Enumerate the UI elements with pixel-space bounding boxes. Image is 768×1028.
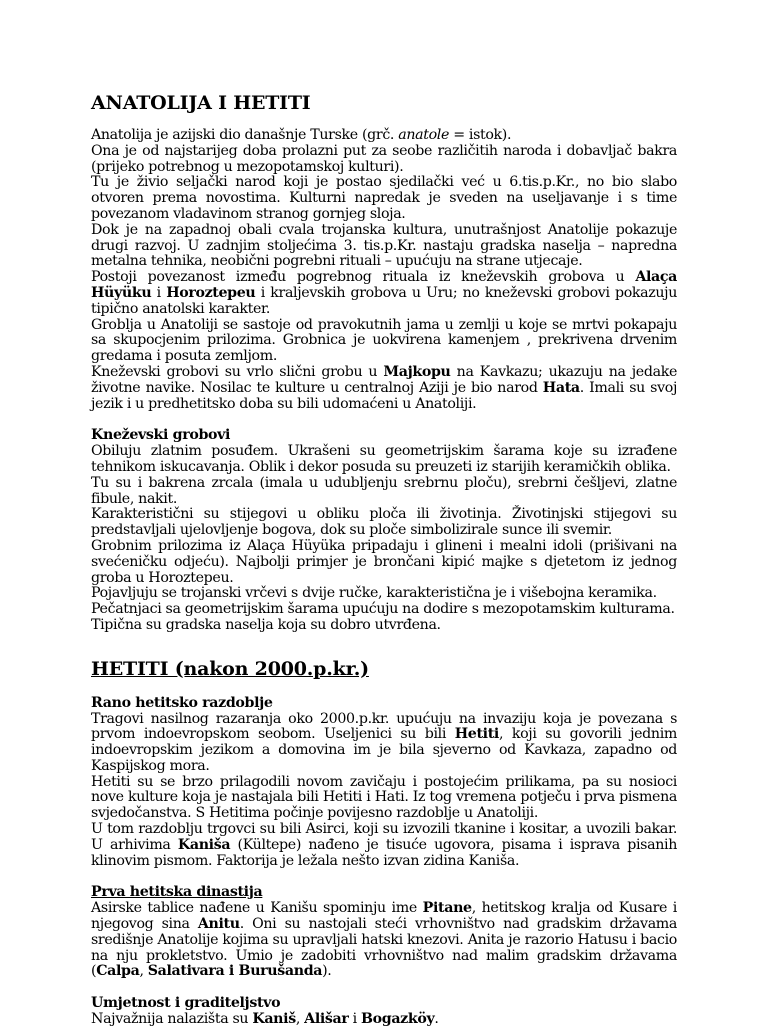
section-heading-umjetnost: Umjetnost i graditeljstvo [91, 995, 281, 1012]
section-title-hetiti: HETITI (nakon 2000.p.kr.) [91, 657, 369, 680]
text: (Kültepe) nađeno je tisuće ugovora, pisama i isprava pisanih klinovim pismom. Faktorija je ležala nešto izvan zidina Kaniša. [91, 836, 677, 869]
bold-term: Salativara i Burušanda [147, 963, 323, 980]
bold-term: Pitane [422, 900, 472, 917]
text: Anatolija je azijski dio današnje Turske (grč. [91, 127, 399, 143]
knezevski-paragraph-3: Karakteristični su stijegovi u obliku ploča ili životinja. Životinjski stijegovi su predstavljali ujelovljenje bogova, dok su ploče simbolizirale sunce ili svemir. [91, 506, 677, 539]
bold-term: Kaniša [177, 836, 231, 853]
text: Tragovi nasilnog razaranja oko 2000.p.kr. upućuju na invaziju koja je povezana s prvom indoevropskom seobom. Useljenici su bili [91, 710, 677, 743]
knezevski-paragraph-7: Tipična su gradska naselja koja su dobro utvrđena. [91, 616, 441, 633]
intro-paragraph-2: Ona je od najstarijeg doba prolazni put za seobe različitih naroda i dobavljač bakra (prijeko potrebnog u mezopotamskoj kulturi). [91, 142, 677, 175]
text: . Oni su nastojali steći vrhovništvo nad gradskim državama središnje Anatolije kojima su upravljali hatski knezovi. Anita je razorio Hatusu i bacio na nju prokletstvo. Umio je zadobiti vrhovništvo nad malim gradskim državama ( [91, 916, 678, 980]
text: , [139, 963, 148, 980]
intro-paragraph-4: Dok je na zapadnoj obali cvala trojanska kultura, unutrašnjost Anatolije pokazuje drugi razvoj. U zadnjim stoljećima 3. tis.p.Kr. nastaju gradska naselja – napredna metalna tehnika, neobični pogrebni rituali – upućuju na strane utjecaje. [91, 221, 677, 270]
text: U tom razdoblju trgovci su bili Asirci, koji su izvozili tkanine i kositar, a uvozili bakar. U arhivima [91, 821, 677, 853]
bold-term: Majkopu [383, 363, 451, 380]
intro-paragraph-7 [91, 365, 677, 412]
text: = istok). [449, 127, 512, 143]
text: i [151, 284, 167, 301]
knezevski-paragraph-6: Pečatnjaci sa geometrijskim šarama upućuju na dodire s mezopotamskim kulturama. [91, 601, 675, 618]
bold-term: Ališar [304, 1011, 349, 1028]
intro-paragraph-6: Groblja u Anatoliji se sastoje od pravokutnih jama u zemlji u koje se mrtvi pokapaju sa skupocjenim prilozima. Grobnica je uokvirena kamenjem , prekrivena drvenim gredama i posuta zemljom. [91, 316, 677, 365]
rano-paragraph-1 [91, 712, 677, 775]
text: i kraljevskih grobova u Uru; no kneževski grobovi pokazuju tipično anatolski karakter. [91, 284, 677, 317]
text: Najvažnija nalazišta su [91, 1011, 253, 1028]
text: na Kavkazu; ukazuju na jedake životne navike. Nosilac te kulture u centralnoj Aziji je bio narod [91, 363, 677, 396]
bold-term: Hata [542, 379, 580, 396]
text: , koji su govorili jednim indoevropskim jezikom a domovina im je bila sjeverno od Kavkaza, zapadno od Kaspijskog mora. [91, 726, 677, 774]
section-heading-prva-dinastija: Prva hetitska dinastija [91, 884, 263, 901]
text: , hetitskog kralja od Kusare i njegovog sina [91, 900, 677, 933]
knezevski-paragraph-2: Tu su i bakrena zrcala (imala u udubljenju srebrnu ploču), srebrni češljevi, zlatne fibule, nakit. [91, 474, 677, 507]
italic-term: anatole [398, 127, 450, 143]
knezevski-paragraph-5: Pojavljuju se trojanski vrčevi s dvije ručke, karakteristična je i višebojna keramika. [91, 585, 657, 602]
text: Postoji povezanost između pogrebnog rituala iz kneževskih grobova u [91, 269, 636, 286]
document-body [91, 90, 677, 1028]
bold-term: Kaniš [252, 1011, 296, 1028]
text: i [348, 1011, 362, 1028]
section-heading-knezevski: Kneževski grobovi [91, 427, 231, 444]
bold-term: Bogazköy [361, 1011, 435, 1028]
text: , [295, 1011, 305, 1028]
text: Asirske tablice nađene u Kanišu spominju ime [91, 900, 423, 917]
knezevski-paragraph-1: Obiluju zlatnim posuđem. Ukrašeni su geometrijskim šarama koje su izrađene tehnikom iskucavanja. Oblik i dekor posuda su preuzeti iz starijih keramičkih oblika. [91, 443, 677, 475]
intro-paragraph-5 [91, 270, 677, 317]
rano-paragraph-3 [91, 822, 677, 869]
bold-term: Hetiti [454, 726, 499, 743]
text: . [434, 1011, 439, 1028]
document-title: ANATOLIJA I HETITI [91, 92, 311, 114]
text: Kneževski grobovi su vrlo slični grobu u [91, 363, 384, 380]
bold-term: Horoztepeu [166, 284, 256, 301]
text: . Imali su svoj jezik i u predhetitsko doba su bili udomaćeni u Anatoliji. [91, 379, 677, 412]
bold-term: Calpa [96, 963, 140, 980]
intro-paragraph-1 [91, 128, 677, 144]
intro-paragraph-3: Tu je živio seljački narod koji je postao sjedilački već u 6.tis.p.Kr., no bio slabo otvoren prema novostima. Kulturni napredak je sveden na useljavanje i s time povezanom vladavinom stranog gornjeg sloja. [91, 174, 677, 222]
knezevski-paragraph-4: Grobnim prilozima iz Alaça Hüyüka pripadaju i glineni i mealni idoli (prišivani na svećeničku odjeću). Najbolji primjer je brončani kipić majke s djetetom iz jednog groba u Horoztepeu. [91, 537, 677, 586]
text: ). [322, 963, 332, 980]
bold-term: Anitu [197, 916, 240, 933]
umjetnost-paragraph-1 [91, 1012, 677, 1028]
section-heading-rano: Rano hetitsko razdoblje [91, 694, 273, 711]
rano-paragraph-2: Hetiti su se brzo prilagodili novom zavičaju i postojećim prilikama, pa su nosioci nove kulture koja je nastajala bili Hetiti i Hati. Iz tog vremena potječu i prva pismena svjedočanstva. S Hetitima počinje povijesno razdoblje u Anatoliji. [91, 773, 677, 822]
prva-paragraph-1 [91, 901, 677, 980]
bold-term: Alaça Hüyüku [91, 269, 677, 301]
